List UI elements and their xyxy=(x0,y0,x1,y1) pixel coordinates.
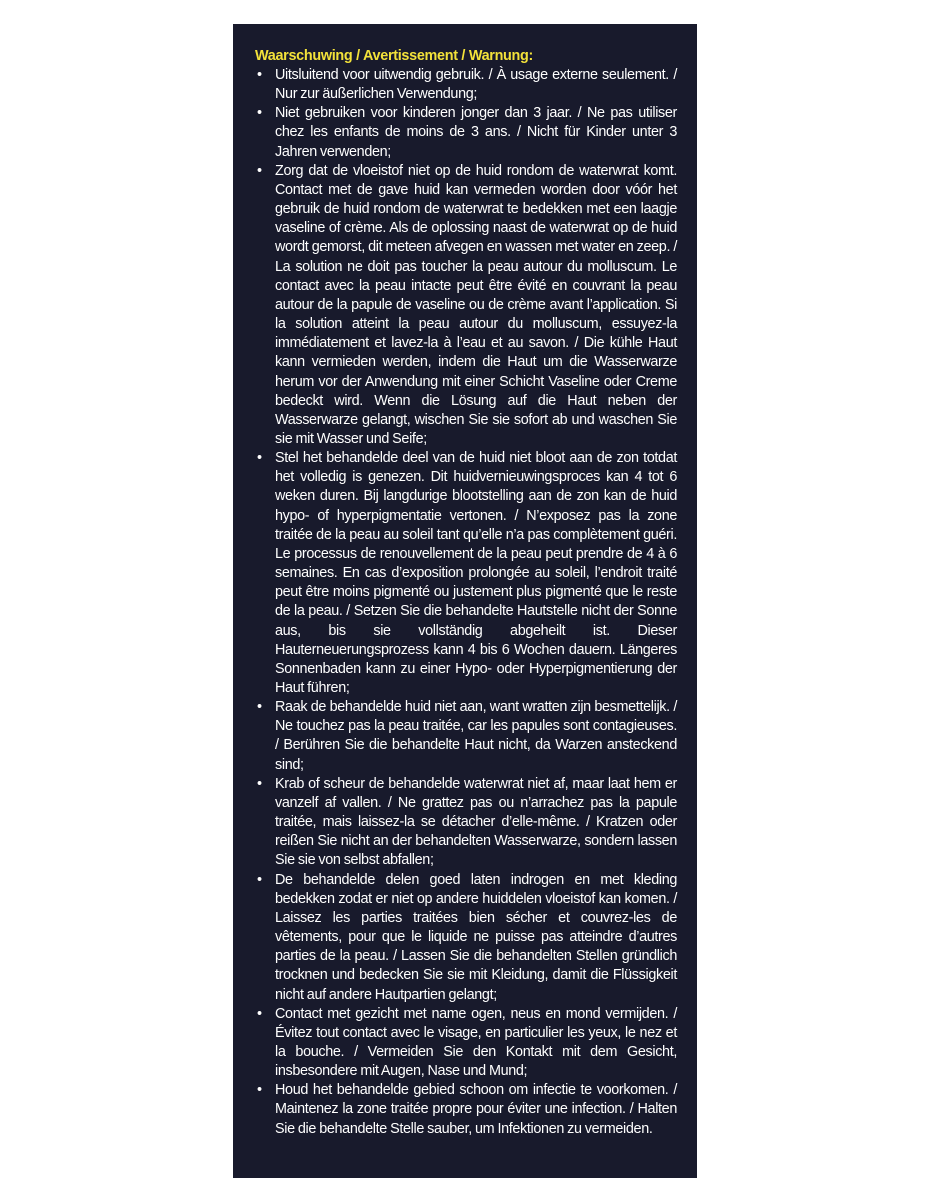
warning-item-hygiene: • Houd het behandelde gebied schoon om infectie te voorkomen. / Maintenez la zone traitée propre pour éviter une infection. / Halten Sie die behandelte Stelle sauber, um Infektionen zu vermeiden. xyxy=(255,1081,677,1138)
warning-item-children: • Niet gebruiken voor kinderen jonger dan 3 jaar. / Ne pas utiliser chez les enfants de moins de 3 ans. / Nicht für Kinder unter 3 Jahren verwenden; xyxy=(255,104,677,161)
warning-item-sun-exposure: • Stel het behandelde deel van de huid niet bloot aan de zon totdat het volledig is genezen. Dit huidvernieuwingsproces kan 4 tot 6 weken duren. Bij langdurige blootstelling aan de zon kan de huid hypo- of hyperpigmentatie vertonen. / N’exposez pas la zone traitée de la peau au soleil tant qu’elle n’a pas complètement guéri. Le processus de renouvellement de la peau peut prendre de 4 à 6 semaines. En cas d’exposition prolongée au soleil, l’endroit traité peut être moins pigmenté ou justement plus pigmenté que le reste de la peau. / Setzen Sie die behandelte Hautstelle nicht der Sonne aus, bis sie vollständig abgeheilt ist. Dieser Hauterneuerungsprozess kann 4 bis 6 Wochen dauern. Längeres Sonnenbaden kann zu einer Hypo- oder Hyperpigmentierung der Haut führen; xyxy=(255,449,677,698)
warning-item-surrounding-skin: • Zorg dat de vloeistof niet op de huid rondom de waterwrat komt. Contact met de gave huid kan vermeden worden door vóór het gebruik de huid rondom de waterwrat te bedekken met een laagje vaseline of crème. Als de oplossing naast de waterwrat op de huid wordt gemorst, dit meteen afvegen en wassen met water en zeep. / La solution ne doit pas toucher la peau autour du molluscum. Le contact avec la peau intacte peut être évité en couvrant la peau autour de la papule de vaseline ou de crème avant l’application. Si la solution atteint la peau autour du molluscum, essuyez-la immédiatement et lavez-la à l’eau et au savon. / Die kühle Haut kann vermieden werden, indem die Haut um die Wasserwarze herum vor der Anwendung mit einer Schicht Vaseline oder Creme bedeckt wird. Wenn die Lösung auf die Haut neben der Wasserwarze gelangt, wischen Sie sie sofort ab und waschen Sie sie mit Wasser und Seife; xyxy=(255,162,677,449)
warning-item-drying: • De behandelde delen goed laten indrogen en met kleding bedekken zodat er niet op andere huiddelen vloeistof kan komen. / Laissez les parties traitées bien sécher et couvrez-les de vêtements, pour que le liquide ne puisse pas atteindre d’autres parties de la peau. / Lassen Sie die behandelten Stellen gründlich trocknen und bedecken Sie sie mit Kleidung, damit die Flüssigkeit nicht auf andere Hautpartien gelangt; xyxy=(255,871,677,1005)
warning-heading: Waarschuwing / Avertissement / Warnung: xyxy=(255,48,534,64)
warning-item-face-contact: • Contact met gezicht met name ogen, neus en mond vermijden. / Évitez tout contact avec le visage, en particulier les yeux, le nez et la bouche. / Vermeiden Sie den Kontakt mit dem Gesicht, insbesondere mit Augen, Nase und Mund; xyxy=(255,1005,677,1082)
warning-panel xyxy=(233,24,697,1178)
warning-list xyxy=(255,66,677,1139)
warning-item-external-use: • Uitsluitend voor uitwendig gebruik. / À usage externe seulement. / Nur zur äußerlichen Verwendung; xyxy=(255,66,677,104)
warning-item-scratching: • Krab of scheur de behandelde waterwrat niet af, maar laat hem er vanzelf af vallen. / Ne grattez pas ou n’arrachez pas la papule traitée, mais laissez-la se détacher d’elle-même. / Kratzen oder reißen Sie nicht an der behandelten Wasserwarze, sondern lassen Sie sie von selbst abfallen; xyxy=(255,775,677,871)
warning-item-contagious: • Raak de behandelde huid niet aan, want wratten zijn besmettelijk. / Ne touchez pas la peau traitée, car les papules sont contagieuses. / Berühren Sie die behandelte Haut nicht, da Warzen ansteckend sind; xyxy=(255,698,677,775)
